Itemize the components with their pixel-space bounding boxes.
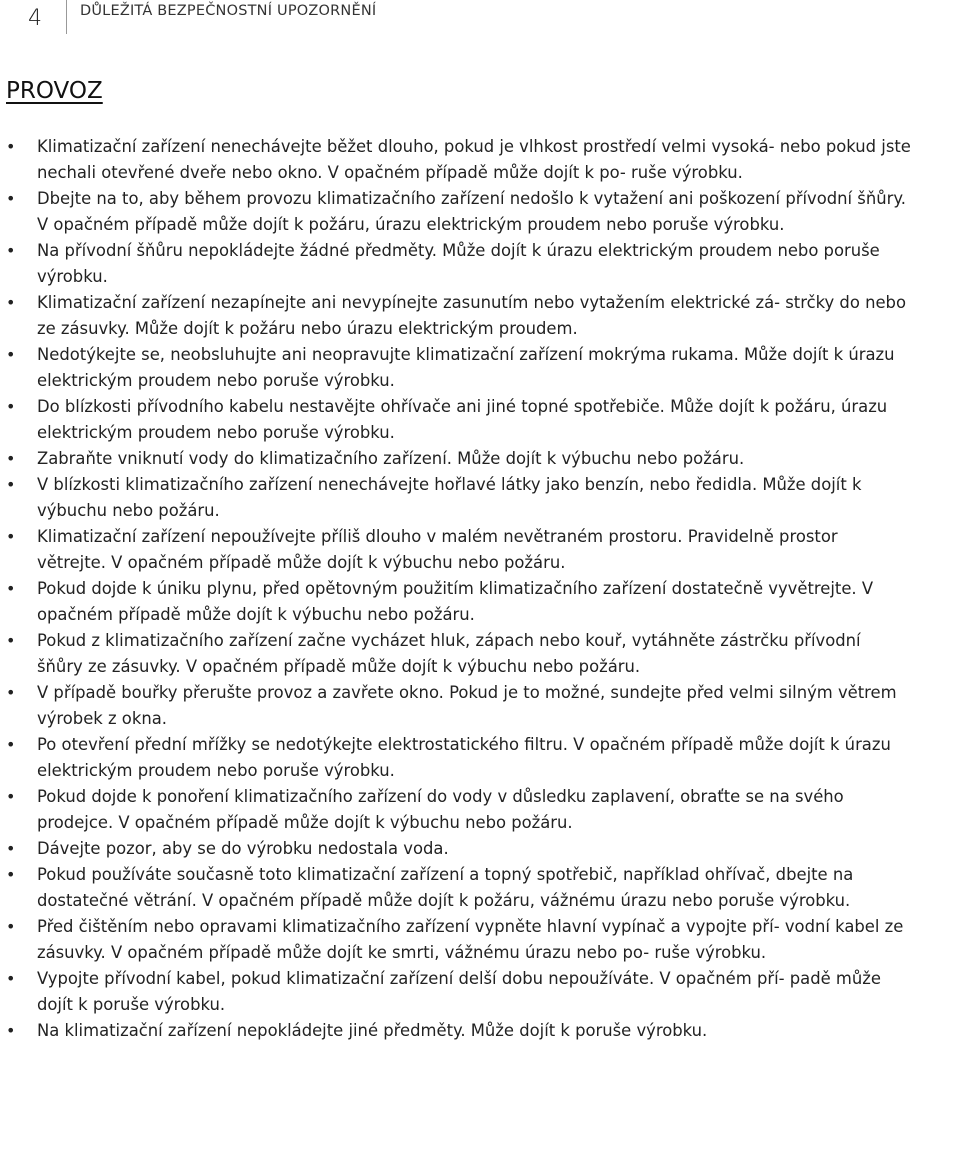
list-item-text: Zabraňte vniknutí vody do klimatizačního zařízení. Může dojít k výbuchu nebo požáru. [37, 449, 745, 468]
list-item-text: Na přívodní šňůru nepokládejte žádné předměty. Může dojít k úrazu elektrickým proudem nebo poruše výrobku. [37, 241, 880, 286]
running-header-title: DŮLEŽITÁ BEZPEČNOSTNÍ UPOZORNĚNÍ [80, 3, 377, 19]
list-item [6, 862, 911, 914]
bullet-icon: • [6, 293, 16, 312]
list-item-text: Klimatizační zařízení nezapínejte ani nevypínejte zasunutím nebo vytažením elektrické zá- strčky do nebo ze zásuvky. Může dojít k požáru nebo úrazu elektrickým proudem. [37, 293, 906, 338]
bullet-icon: • [6, 631, 16, 650]
list-item-text: Před čištěním nebo opravami klimatizačního zařízení vypněte hlavní vypínač a vypojte pří- vodní kabel ze zásuvky. V opačném případě může dojít ke smrti, vážnému úrazu nebo po- ruše výrobku. [37, 917, 904, 962]
bullet-icon: • [6, 839, 16, 858]
bullet-icon: • [6, 475, 16, 494]
bullet-icon: • [6, 735, 16, 754]
list-item-text: Pokud dojde k úniku plynu, před opětovným použitím klimatizačního zařízení dostatečně vyvětrejte. V opačném případě může dojít k výbuchu nebo požáru. [37, 579, 874, 624]
list-item-text: Po otevření přední mřížky se nedotýkejte elektrostatického filtru. V opačném případě může dojít k úrazu elektrickým proudem nebo poruše výrobku. [37, 735, 891, 780]
bullet-icon: • [6, 1021, 16, 1040]
bullet-icon: • [6, 917, 16, 936]
list-item-text: Pokud z klimatizačního zařízení začne vycházet hluk, zápach nebo kouř, vytáhněte zástrčku přívodní šňůry ze zásuvky. V opačném případě může dojít k výbuchu nebo požáru. [37, 631, 861, 676]
header-divider [66, 0, 67, 34]
list-item-text: Nedotýkejte se, neobsluhujte ani neopravujte klimatizační zařízení mokrýma rukama. Může dojít k úrazu elektrickým proudem nebo poruše výrobku. [37, 345, 895, 390]
bullet-icon: • [6, 579, 16, 598]
list-item [6, 238, 911, 290]
list-item [6, 134, 911, 186]
list-item [6, 186, 911, 238]
list-item-text: Klimatizační zařízení nenechávejte běžet dlouho, pokud je vlhkost prostředí velmi vysoká- nebo pokud jste nechali otevřené dveře nebo okno. V opačném případě může dojít k po- ruše výrobku. [37, 137, 911, 182]
list-item-text: V blízkosti klimatizačního zařízení nenechávejte hořlavé látky jako benzín, nebo ředidla. Může dojít k výbuchu nebo požáru. [37, 475, 862, 520]
list-item [6, 576, 911, 628]
bullet-icon: • [6, 787, 16, 806]
bullet-icon: • [6, 527, 16, 546]
list-item-text: Dbejte na to, aby během provozu klimatizačního zařízení nedošlo k vytažení ani poškození přívodní šňůry. V opačném případě může dojít k požáru, úrazu elektrickým proudem nebo poruše výrobku. [37, 189, 906, 234]
list-item [6, 1018, 911, 1044]
list-item-text: Vypojte přívodní kabel, pokud klimatizační zařízení delší dobu nepoužíváte. V opačném pří- padě může dojít k poruše výrobku. [37, 969, 881, 1014]
bullet-icon: • [6, 241, 16, 260]
bullet-icon: • [6, 449, 16, 468]
bullet-icon: • [6, 137, 16, 156]
bullet-icon: • [6, 189, 16, 208]
list-item [6, 290, 911, 342]
list-item-text: Do blízkosti přívodního kabelu nestavějte ohřívače ani jiné topné spotřebiče. Může dojít k požáru, úrazu elektrickým proudem nebo poruše výrobku. [37, 397, 888, 442]
bullet-icon: • [6, 865, 16, 884]
list-item [6, 524, 911, 576]
list-item-text: Dávejte pozor, aby se do výrobku nedostala voda. [37, 839, 449, 858]
safety-list [6, 134, 911, 1044]
list-item [6, 394, 911, 446]
list-item-text: Klimatizační zařízení nepoužívejte příliš dlouho v malém nevětraném prostoru. Pravidelně prostor větrejte. V opačném případě může dojít k výbuchu nebo požáru. [37, 527, 838, 572]
list-item [6, 446, 911, 472]
list-item [6, 914, 911, 966]
list-item [6, 680, 911, 732]
list-item [6, 836, 911, 862]
list-item [6, 342, 911, 394]
list-item [6, 784, 911, 836]
bullet-icon: • [6, 969, 16, 988]
list-item-text: Pokud používáte současně toto klimatizační zařízení a topný spotřebič, například ohřívač, dbejte na dostatečné větrání. V opačném případě může dojít k požáru, vážnému úrazu nebo poruše výrobku. [37, 865, 854, 910]
bullet-icon: • [6, 683, 16, 702]
list-item-text: Pokud dojde k ponoření klimatizačního zařízení do vody v důsledku zaplavení, obraťte se na svého prodejce. V opačném případě může dojít k výbuchu nebo požáru. [37, 787, 844, 832]
list-item [6, 966, 911, 1018]
list-item-text: Na klimatizační zařízení nepokládejte jiné předměty. Může dojít k poruše výrobku. [37, 1021, 708, 1040]
section-heading: PROVOZ [6, 78, 103, 104]
list-item [6, 628, 911, 680]
page-number: 4 [28, 6, 42, 31]
list-item-text: V případě bouřky přerušte provoz a zavřete okno. Pokud je to možné, sundejte před velmi silným větrem výrobek z okna. [37, 683, 897, 728]
bullet-icon: • [6, 345, 16, 364]
list-item [6, 732, 911, 784]
list-item [6, 472, 911, 524]
bullet-icon: • [6, 397, 16, 416]
